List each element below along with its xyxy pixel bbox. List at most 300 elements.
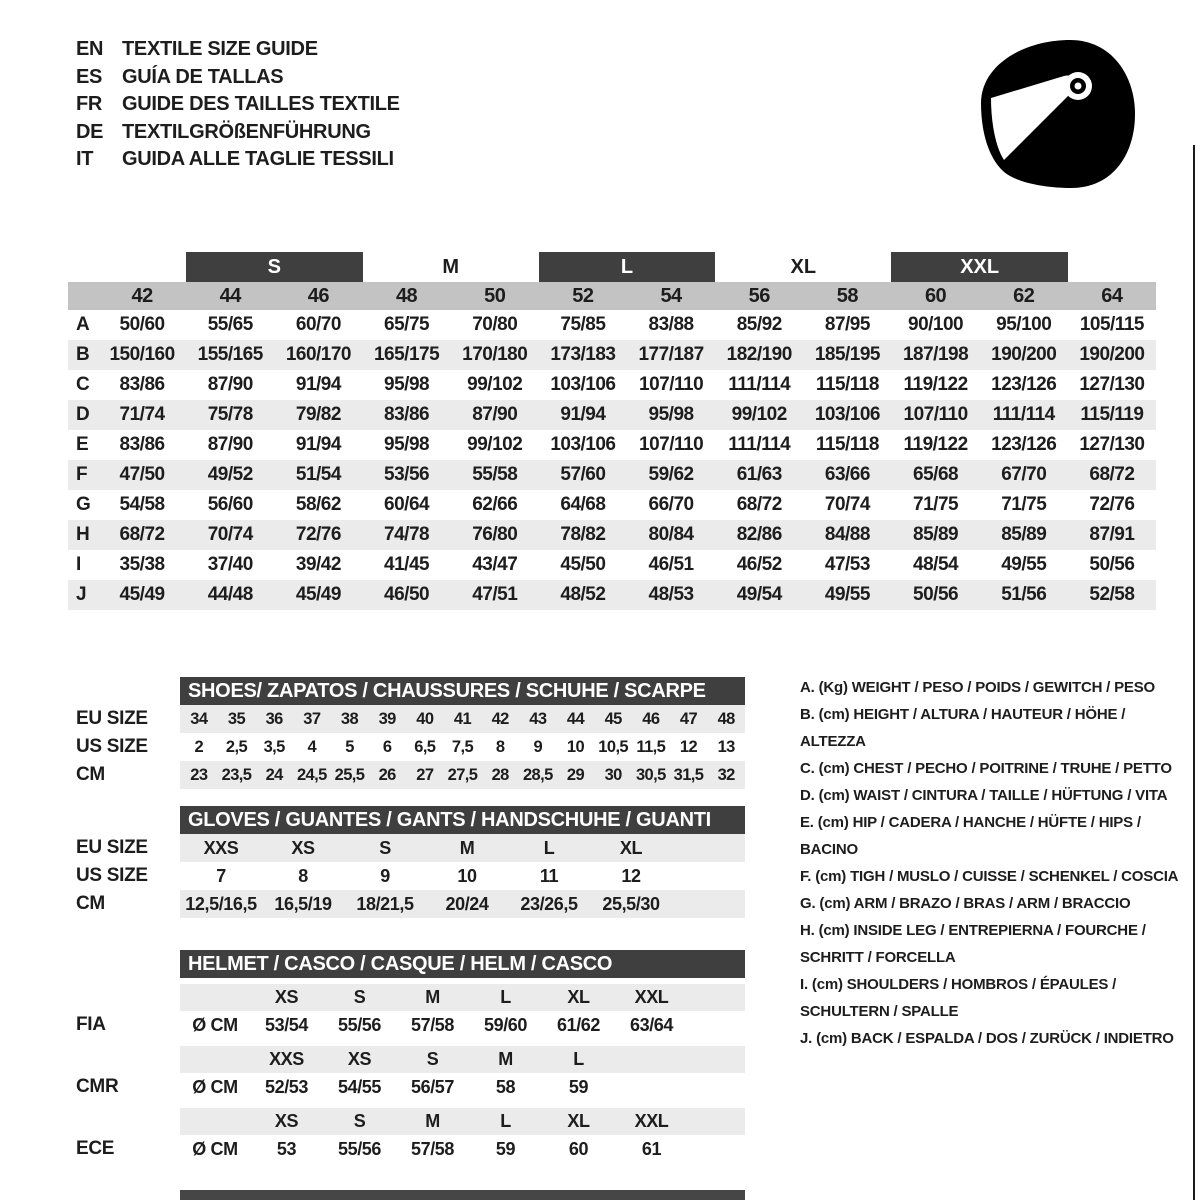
language-code: ES bbox=[76, 65, 103, 88]
gloves-eu-value: XL bbox=[619, 837, 643, 858]
size-value: 105/115 bbox=[1079, 314, 1144, 335]
size-value: 76/80 bbox=[472, 524, 518, 545]
size-value: 119/122 bbox=[903, 374, 968, 395]
size-value: 170/180 bbox=[462, 344, 528, 365]
shoes-us-value: 13 bbox=[717, 737, 735, 756]
size-value: 111/114 bbox=[728, 374, 791, 395]
size-value: 70/80 bbox=[472, 314, 518, 335]
side-label-shoes-us-size: US SIZE bbox=[76, 736, 148, 757]
size-row-g bbox=[68, 490, 1156, 520]
helmet-cm-value: 53 bbox=[276, 1138, 297, 1159]
size-value: 83/86 bbox=[384, 404, 430, 425]
size-group-xxl: XXL bbox=[891, 252, 1067, 282]
gloves-us-value: 7 bbox=[216, 865, 226, 886]
size-value: 127/130 bbox=[1079, 434, 1145, 455]
gloves-cm-row bbox=[180, 890, 745, 918]
size-value: 60/64 bbox=[384, 494, 430, 515]
size-value: 58/62 bbox=[295, 494, 341, 515]
helmet-section-ece bbox=[180, 1108, 745, 1163]
helmet-size-label: S bbox=[426, 1049, 439, 1069]
size-value: 91/94 bbox=[295, 374, 341, 395]
helmet-cm-value: 53/54 bbox=[264, 1014, 309, 1035]
size-value: 165/175 bbox=[373, 344, 440, 365]
size-value: 155/165 bbox=[197, 344, 263, 365]
shoes-cm-value: 31,5 bbox=[673, 765, 704, 784]
guide-title: GUIDE DES TAILLES TEXTILE bbox=[122, 93, 400, 115]
gloves-us-value: 12 bbox=[621, 865, 641, 886]
shoes-cm-value: 23 bbox=[190, 765, 208, 784]
size-value: 59/62 bbox=[648, 464, 694, 485]
size-number: 60 bbox=[924, 284, 947, 307]
size-value: 45/49 bbox=[295, 584, 341, 605]
shoes-us-row bbox=[180, 733, 745, 761]
gloves-us-value: 8 bbox=[298, 865, 308, 886]
size-value: 48/54 bbox=[913, 554, 959, 575]
gloves-cm-value: 18/21,5 bbox=[356, 893, 414, 914]
helmet-size-label: L bbox=[500, 987, 511, 1007]
helmet-unit-label: Ø CM bbox=[192, 1076, 238, 1097]
size-value: 67/70 bbox=[1001, 464, 1047, 485]
gloves-us-value: 11 bbox=[539, 865, 559, 886]
legend-item: E. (cm) HIP / CADERA / HANCHE / HÜFTE / HIPS / BACINO bbox=[800, 814, 1141, 858]
side-label-fia: FIA bbox=[76, 1014, 106, 1035]
helmet-size-label: M bbox=[425, 1111, 440, 1131]
shoes-eu-value: 44 bbox=[566, 709, 585, 728]
size-value: 83/86 bbox=[119, 374, 165, 395]
gloves-cm-value: 25,5/30 bbox=[602, 893, 660, 914]
size-value: 48/53 bbox=[648, 584, 694, 605]
shoes-eu-value: 38 bbox=[340, 709, 359, 728]
size-value: 123/126 bbox=[991, 374, 1057, 395]
size-value: 46/51 bbox=[648, 554, 694, 575]
shoes-eu-value: 47 bbox=[679, 709, 698, 728]
size-value: 91/94 bbox=[560, 404, 606, 425]
shoes-us-value: 4 bbox=[307, 737, 317, 756]
size-value: 49/54 bbox=[736, 584, 782, 605]
size-value: 103/106 bbox=[550, 434, 616, 455]
size-value: 49/55 bbox=[824, 584, 870, 605]
row-letter: J bbox=[76, 584, 87, 605]
gloves-table bbox=[180, 806, 745, 918]
size-value: 127/130 bbox=[1079, 374, 1145, 395]
shoes-cm-value: 24 bbox=[265, 765, 283, 784]
row-letter: E bbox=[76, 434, 89, 455]
helmet-values-row bbox=[180, 1073, 745, 1101]
helmet-section-fia bbox=[180, 984, 745, 1039]
size-value: 75/78 bbox=[207, 404, 253, 425]
size-value: 46/50 bbox=[384, 584, 430, 605]
size-value: 66/70 bbox=[648, 494, 694, 515]
size-value: 95/98 bbox=[384, 434, 430, 455]
shoes-us-value: 9 bbox=[533, 737, 543, 756]
helmet-size-label: S bbox=[353, 987, 366, 1007]
shoes-table bbox=[180, 677, 745, 789]
size-value: 57/60 bbox=[560, 464, 606, 485]
size-value: 53/56 bbox=[384, 464, 430, 485]
shoes-cm-value: 29 bbox=[566, 765, 585, 784]
guide-title: GUIDA ALLE TAGLIE TESSILI bbox=[122, 148, 394, 170]
size-value: 150/160 bbox=[109, 344, 175, 365]
shoes-us-value: 6 bbox=[382, 737, 392, 756]
size-value: 49/55 bbox=[1001, 554, 1047, 575]
helmet-size-label: L bbox=[573, 1049, 584, 1069]
side-label-shoes-cm: CM bbox=[76, 764, 105, 785]
legend-item: B. (cm) HEIGHT / ALTURA / HAUTEUR / HÖHE / ALTEZZA bbox=[800, 706, 1126, 750]
row-letter: H bbox=[76, 524, 90, 545]
shoes-eu-value: 36 bbox=[265, 709, 283, 728]
side-label-gloves-cm: CM bbox=[76, 893, 105, 914]
size-value: 173/183 bbox=[550, 344, 616, 365]
shoes-cm-value: 23,5 bbox=[221, 765, 252, 784]
helmet-sizes-row bbox=[180, 984, 745, 1011]
size-value: 103/106 bbox=[550, 374, 616, 395]
helmet-title-bar: HELMET / CASCO / CASQUE / HELM / CASCO bbox=[180, 950, 745, 978]
side-label-gloves-us-size: US SIZE bbox=[76, 865, 148, 886]
size-group-l: L bbox=[539, 252, 715, 282]
helmet-size-label: XXL bbox=[634, 1111, 669, 1131]
shoes-eu-value: 45 bbox=[604, 709, 622, 728]
size-row-e bbox=[68, 430, 1156, 460]
guide-title: GUÍA DE TALLAS bbox=[122, 65, 284, 88]
gloves-title-bar: GLOVES / GUANTES / GANTS / HANDSCHUHE / GUANTI bbox=[180, 806, 745, 834]
shoes-cm-value: 26 bbox=[378, 765, 396, 784]
size-value: 187/198 bbox=[902, 344, 969, 365]
size-number: 52 bbox=[572, 284, 594, 307]
gloves-cm-value: 23/26,5 bbox=[520, 893, 578, 914]
shoes-title-bar: SHOES/ ZAPATOS / CHAUSSURES / SCHUHE / SCARPE bbox=[180, 677, 745, 705]
size-value: 185/195 bbox=[814, 344, 880, 365]
language-row bbox=[76, 119, 400, 147]
size-number: 48 bbox=[395, 284, 418, 307]
shoes-us-value: 5 bbox=[345, 737, 354, 756]
size-value: 107/110 bbox=[639, 374, 704, 395]
size-row-h bbox=[68, 520, 1156, 550]
gloves-eu-value: S bbox=[379, 837, 391, 858]
size-value: 85/89 bbox=[913, 524, 959, 545]
size-value: 50/56 bbox=[1089, 554, 1135, 575]
shoes-eu-value: 37 bbox=[303, 709, 321, 728]
gloves-cm-value: 16,5/19 bbox=[274, 893, 332, 914]
size-value: 78/82 bbox=[560, 524, 606, 545]
helmet-values-row bbox=[180, 1135, 745, 1163]
language-code: FR bbox=[76, 93, 103, 115]
shoes-cm-value: 32 bbox=[717, 765, 735, 784]
helmet-cm-value: 60 bbox=[568, 1138, 589, 1159]
guide-title: TEXTILGRÖßENFÜHRUNG bbox=[122, 120, 371, 143]
bottom-cropped-bar bbox=[180, 1190, 745, 1200]
size-value: 52/58 bbox=[1089, 584, 1135, 605]
legend-item: D. (cm) WAIST / CINTURA / TAILLE / HÜFTUNG / VITA bbox=[800, 787, 1168, 804]
helmet-section-cmr bbox=[180, 1046, 745, 1101]
size-value: 111/114 bbox=[992, 404, 1055, 425]
shoes-us-value: 2 bbox=[194, 737, 204, 756]
size-value: 37/40 bbox=[207, 554, 253, 575]
row-letter: A bbox=[76, 314, 90, 335]
helmet-table bbox=[180, 950, 745, 1163]
gloves-eu-row bbox=[180, 834, 745, 862]
size-value: 87/91 bbox=[1089, 524, 1135, 545]
size-value: 91/94 bbox=[295, 434, 341, 455]
shoes-us-value: 10 bbox=[566, 737, 585, 756]
size-value: 82/86 bbox=[736, 524, 782, 545]
helmet-cm-value: 58 bbox=[495, 1076, 516, 1097]
row-letter: D bbox=[76, 404, 90, 425]
size-row-c bbox=[68, 370, 1156, 400]
size-value: 45/49 bbox=[119, 584, 165, 605]
helmet-cm-value: 59/60 bbox=[483, 1014, 528, 1035]
size-value: 48/52 bbox=[560, 584, 606, 605]
size-value: 39/42 bbox=[295, 554, 341, 575]
side-label-cmr: CMR bbox=[76, 1076, 119, 1097]
helmet-size-label: M bbox=[425, 987, 440, 1007]
size-value: 65/68 bbox=[913, 464, 959, 485]
size-value: 90/100 bbox=[908, 314, 964, 335]
size-value: 71/74 bbox=[119, 404, 165, 425]
size-value: 68/72 bbox=[736, 494, 782, 515]
helmet-values-row bbox=[180, 1011, 745, 1039]
gloves-us-row bbox=[180, 862, 745, 890]
helmet-sizes-row bbox=[180, 1046, 745, 1073]
side-label-gloves-eu-size: EU SIZE bbox=[76, 837, 148, 858]
size-value: 75/85 bbox=[560, 314, 606, 335]
size-group-xl: XL bbox=[790, 255, 817, 278]
helmet-size-label: S bbox=[353, 1111, 366, 1131]
size-value: 63/66 bbox=[824, 464, 870, 485]
size-value: 35/38 bbox=[119, 554, 165, 575]
size-number: 44 bbox=[219, 284, 241, 307]
gloves-cm-value: 20/24 bbox=[445, 893, 489, 914]
size-value: 60/70 bbox=[295, 314, 341, 335]
gloves-eu-value: L bbox=[543, 837, 555, 858]
size-value: 71/75 bbox=[913, 494, 959, 515]
size-row-j bbox=[68, 580, 1156, 610]
size-row-a bbox=[68, 310, 1156, 340]
size-number: 56 bbox=[748, 284, 770, 307]
side-label-shoes-eu-size: EU SIZE bbox=[76, 708, 148, 729]
shoes-eu-row bbox=[180, 705, 745, 733]
helmet-cm-value: 63/64 bbox=[629, 1014, 674, 1035]
gloves-eu-value: XXS bbox=[203, 837, 239, 858]
legend-item: F. (cm) TIGH / MUSLO / CUISSE / SCHENKEL / COSCIA bbox=[800, 868, 1179, 885]
shoes-cm-value: 30 bbox=[604, 765, 622, 784]
size-value: 70/74 bbox=[824, 494, 870, 515]
size-value: 46/52 bbox=[736, 554, 782, 575]
helmet-unit-label: Ø CM bbox=[192, 1014, 238, 1035]
size-value: 99/102 bbox=[467, 374, 523, 395]
helmet-unit-label: Ø CM bbox=[192, 1138, 238, 1159]
main-size-table bbox=[68, 252, 1156, 610]
size-value: 119/122 bbox=[903, 434, 968, 455]
size-value: 80/84 bbox=[648, 524, 694, 545]
legend-item: J. (cm) BACK / ESPALDA / DOS / ZURÜCK / INDIETRO bbox=[800, 1030, 1174, 1047]
shoes-eu-value: 40 bbox=[416, 709, 434, 728]
size-value: 51/56 bbox=[1001, 584, 1047, 605]
right-border-line bbox=[1193, 145, 1195, 1200]
helmet-sections bbox=[180, 984, 745, 1163]
size-number: 62 bbox=[1013, 284, 1035, 307]
legend-item: H. (cm) INSIDE LEG / ENTREPIERNA / FOURCHE / SCHRITT / FORCELLA bbox=[800, 922, 1146, 966]
main-size-band bbox=[68, 282, 1156, 310]
size-group-m: M bbox=[442, 255, 459, 278]
helmet-cm-value: 59 bbox=[568, 1076, 589, 1097]
size-value: 72/76 bbox=[1089, 494, 1135, 515]
helmet-size-label: XL bbox=[567, 987, 590, 1007]
size-value: 190/200 bbox=[1079, 344, 1145, 365]
language-row bbox=[76, 91, 400, 119]
language-row bbox=[76, 36, 400, 64]
size-value: 87/90 bbox=[207, 434, 253, 455]
shoes-eu-value: 46 bbox=[642, 709, 660, 728]
helmet-size-label: XXL bbox=[634, 987, 669, 1007]
size-value: 50/60 bbox=[119, 314, 165, 335]
helmet-cm-value: 61/62 bbox=[556, 1014, 601, 1035]
size-value: 47/51 bbox=[472, 584, 518, 605]
size-value: 45/50 bbox=[560, 554, 606, 575]
size-value: 50/56 bbox=[913, 584, 959, 605]
shoes-cm-value: 24,5 bbox=[296, 765, 327, 784]
shoes-cm-value: 27,5 bbox=[447, 765, 478, 784]
helmet-size-label: XL bbox=[567, 1111, 590, 1131]
racing-helmet-icon bbox=[972, 34, 1144, 194]
size-value: 68/72 bbox=[1089, 464, 1135, 485]
main-size-group-row bbox=[68, 252, 1156, 282]
shoes-eu-value: 48 bbox=[717, 709, 735, 728]
row-letter: F bbox=[76, 464, 88, 485]
size-value: 43/47 bbox=[472, 554, 518, 575]
size-number: 64 bbox=[1101, 284, 1123, 307]
size-value: 87/90 bbox=[207, 374, 253, 395]
size-value: 87/90 bbox=[472, 404, 518, 425]
size-value: 54/58 bbox=[119, 494, 165, 515]
size-value: 72/76 bbox=[295, 524, 341, 545]
legend-item: C. (cm) CHEST / PECHO / POITRINE / TRUHE / PETTO bbox=[800, 760, 1172, 777]
size-value: 68/72 bbox=[119, 524, 165, 545]
helmet-cm-value: 55/56 bbox=[337, 1138, 382, 1159]
size-number: 58 bbox=[836, 284, 859, 307]
shoes-eu-value: 34 bbox=[190, 709, 208, 728]
shoes-us-value: 2,5 bbox=[225, 737, 248, 756]
language-code: DE bbox=[76, 120, 104, 143]
gloves-eu-value: XS bbox=[291, 837, 315, 858]
row-letter: I bbox=[76, 554, 81, 575]
size-value: 190/200 bbox=[991, 344, 1057, 365]
helmet-size-label: XS bbox=[274, 1111, 299, 1131]
shoes-cm-value: 28,5 bbox=[522, 765, 553, 784]
gloves-us-value: 9 bbox=[380, 865, 390, 886]
size-number: 54 bbox=[660, 284, 682, 307]
gloves-cm-value: 12,5/16,5 bbox=[185, 893, 257, 914]
helmet-size-label: XXS bbox=[269, 1049, 304, 1069]
size-value: 55/58 bbox=[472, 464, 518, 485]
size-value: 47/53 bbox=[824, 554, 870, 575]
size-value: 95/100 bbox=[996, 314, 1052, 335]
shoes-us-value: 7,5 bbox=[451, 737, 474, 756]
size-value: 177/187 bbox=[638, 344, 704, 365]
shoes-us-value: 11,5 bbox=[636, 737, 666, 756]
size-value: 107/110 bbox=[903, 404, 968, 425]
size-value: 111/114 bbox=[728, 434, 791, 455]
shoes-eu-value: 41 bbox=[453, 709, 472, 728]
shoes-eu-value: 39 bbox=[378, 709, 396, 728]
size-number: 50 bbox=[484, 284, 506, 307]
size-value: 44/48 bbox=[207, 584, 253, 605]
language-code: IT bbox=[76, 148, 94, 170]
size-value: 55/65 bbox=[207, 314, 253, 335]
gloves-eu-value: M bbox=[459, 837, 475, 858]
legend-item: G. (cm) ARM / BRAZO / BRAS / ARM / BRACCIO bbox=[800, 895, 1131, 912]
size-value: 47/50 bbox=[119, 464, 165, 485]
helmet-cm-value: 57/58 bbox=[410, 1014, 455, 1035]
gloves-us-value: 10 bbox=[457, 865, 477, 886]
helmet-size-label: XS bbox=[347, 1049, 372, 1069]
shoes-cm-value: 28 bbox=[491, 765, 509, 784]
size-value: 83/88 bbox=[648, 314, 694, 335]
size-value: 74/78 bbox=[384, 524, 430, 545]
shoes-eu-value: 43 bbox=[529, 709, 547, 728]
helmet-cm-value: 54/55 bbox=[337, 1076, 382, 1097]
helmet-cm-value: 56/57 bbox=[410, 1076, 455, 1097]
size-value: 84/88 bbox=[824, 524, 870, 545]
shoes-us-value: 8 bbox=[495, 737, 505, 756]
language-row bbox=[76, 146, 400, 174]
helmet-size-label: XS bbox=[274, 987, 299, 1007]
size-row-b bbox=[68, 340, 1156, 370]
size-value: 49/52 bbox=[207, 464, 253, 485]
size-value: 65/75 bbox=[384, 314, 430, 335]
size-value: 85/92 bbox=[736, 314, 782, 335]
size-value: 95/98 bbox=[648, 404, 694, 425]
size-value: 71/75 bbox=[1001, 494, 1047, 515]
size-value: 87/95 bbox=[824, 314, 870, 335]
shoes-cm-value: 25,5 bbox=[334, 765, 365, 784]
helmet-sizes-row bbox=[180, 1108, 745, 1135]
size-value: 99/102 bbox=[467, 434, 523, 455]
helmet-size-label: L bbox=[500, 1111, 511, 1131]
row-letter: C bbox=[76, 374, 90, 395]
size-value: 107/110 bbox=[639, 434, 704, 455]
size-value: 103/106 bbox=[814, 404, 880, 425]
helmet-cm-value: 59 bbox=[495, 1138, 516, 1159]
legend-item: A. (Kg) WEIGHT / PESO / POIDS / GEWITCH / PESO bbox=[800, 679, 1155, 696]
size-value: 85/89 bbox=[1001, 524, 1047, 545]
helmet-cm-value: 57/58 bbox=[410, 1138, 455, 1159]
size-value: 62/66 bbox=[472, 494, 518, 515]
helmet-size-label: M bbox=[498, 1049, 513, 1069]
shoes-us-value: 6,5 bbox=[414, 737, 436, 756]
shoes-cm-value: 27 bbox=[416, 765, 434, 784]
row-letter: G bbox=[76, 494, 91, 515]
language-row bbox=[76, 64, 400, 92]
guide-title: TEXTILE SIZE GUIDE bbox=[122, 38, 318, 60]
size-value: 160/170 bbox=[285, 344, 351, 365]
shoes-us-value: 3,5 bbox=[263, 737, 285, 756]
shoes-us-value: 12 bbox=[679, 737, 698, 756]
legend-item: I. (cm) SHOULDERS / HOMBROS / ÉPAULES / SCHULTERN / SPALLE bbox=[800, 976, 1117, 1020]
size-value: 56/60 bbox=[207, 494, 253, 515]
main-table-body bbox=[68, 310, 1156, 610]
size-value: 99/102 bbox=[731, 404, 787, 425]
shoes-eu-value: 35 bbox=[227, 709, 246, 728]
helmet-cm-value: 55/56 bbox=[337, 1014, 382, 1035]
size-value: 83/86 bbox=[119, 434, 165, 455]
size-row-f bbox=[68, 460, 1156, 490]
size-group-s: S bbox=[186, 252, 362, 282]
size-value: 70/74 bbox=[207, 524, 253, 545]
size-value: 115/118 bbox=[815, 374, 879, 395]
measurement-legend bbox=[800, 674, 1192, 1052]
size-value: 115/118 bbox=[815, 434, 879, 455]
size-row-d bbox=[68, 400, 1156, 430]
